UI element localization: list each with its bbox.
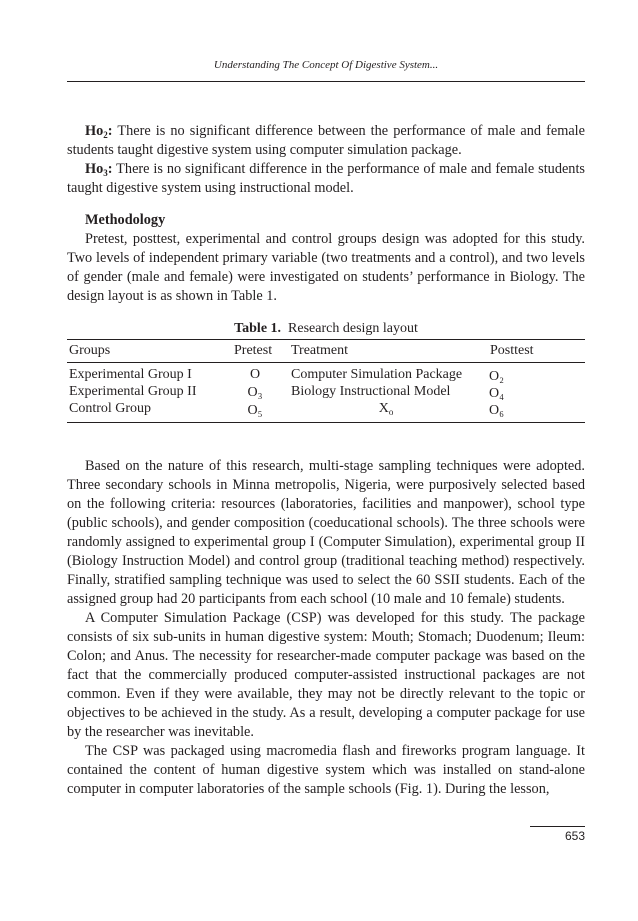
table-header-groups: Groups	[69, 343, 111, 358]
table-cell-group: Experimental Group II	[69, 384, 197, 399]
hypothesis-3	[67, 160, 585, 198]
table-caption-label: Table 1.	[234, 321, 282, 336]
table-cell-posttest: O₄	[489, 386, 504, 401]
table-cell-treatment: Biology Instructional Model	[291, 384, 451, 399]
hypothesis-2-label: $Ho_2$:	[85, 123, 113, 140]
table-cell-treatment: $X_o$	[378, 401, 394, 417]
methodology-paragraph: Pretest, posttest, experimental and control groups design was adopted for this study. Two levels of independent primary variable (two treatments and a control), and two levels of gender (male and female) were investigated on students’ performance in Biology. The design layout is as shown in Table 1.	[67, 231, 585, 304]
table-cell-pretest: O	[249, 367, 261, 382]
methodology-heading: Methodology	[85, 212, 166, 228]
table-header-treatment: Treatment	[291, 343, 349, 358]
table-cell-group: Control Group	[69, 401, 152, 416]
table-header-pretest: Pretest	[234, 343, 273, 358]
hypothesis-3-label: $Ho_3$:	[85, 161, 113, 178]
table-cell-treatment: Computer Simulation Package	[291, 367, 463, 382]
running-header: Understanding The Concept Of Digestive System...	[213, 59, 439, 71]
table-caption-text: Research design layout	[288, 321, 418, 336]
hypothesis-3-text: There is no significant difference in the performance of male and female students taught digestive system using instructional model.	[67, 161, 585, 196]
table-cell-pretest: O₃	[247, 385, 263, 400]
table-header-posttest: Posttest	[490, 343, 534, 358]
table-caption	[67, 319, 585, 338]
hypothesis-2-text: There is no significant difference between the performance of male and female students taught digestive system using computer simulation package.	[67, 123, 585, 158]
table-bottom-rule	[67, 422, 585, 423]
table-cell-pretest: O₅	[247, 403, 263, 418]
table-cell-posttest: O₆	[489, 403, 504, 418]
table-cell-group: Experimental Group I	[69, 367, 192, 382]
table-header-rule	[67, 362, 585, 363]
header-rule	[67, 81, 585, 82]
body-paragraph: Based on the nature of this research, multi-stage sampling techniques were adopted. Three secondary schools in Minna metropolis, Nigeria, were purposively selected based on the following criteria: resources (laboratories, facilities and manpower), school type (public schools), and gender composition (coeducational schools). The three schools were randomly assigned to experimental group I (Computer Simulation), experimental group II (Biology Instruction Model) and control group (traditional teaching method) respectively. Finally, stratified sampling technique was used to select the 60 SSII students. Each of the assigned group had 20 participants from each school (10 male and 10 female) students.	[67, 458, 585, 607]
table-cell-posttest: O₂	[489, 369, 504, 384]
page-number: 653	[564, 829, 585, 843]
hypothesis-2	[67, 122, 585, 160]
body-paragraph: A Computer Simulation Package (CSP) was developed for this study. The package consists of six sub-units in human digestive system: Mouth; Stomach; Duodenum; Ileum: Colon; and Anus. The necessity for researcher-made computer package was based on the fact that the commercially produced computer-assisted instructional packages are not common. Even if they were available, they may not be directly relevant to the topic or objectives to be achieved in the study. As a result, developing a computer package for use by the researcher was inevitable.	[67, 610, 585, 740]
footer-rule	[530, 826, 585, 827]
body-paragraph: The CSP was packaged using macromedia flash and fireworks program language. It contained the content of human digestive system which was installed on stand-alone computer in computer laboratories of the sample schools (Fig. 1). During the lesson,	[67, 743, 585, 797]
table-top-rule	[67, 339, 585, 340]
